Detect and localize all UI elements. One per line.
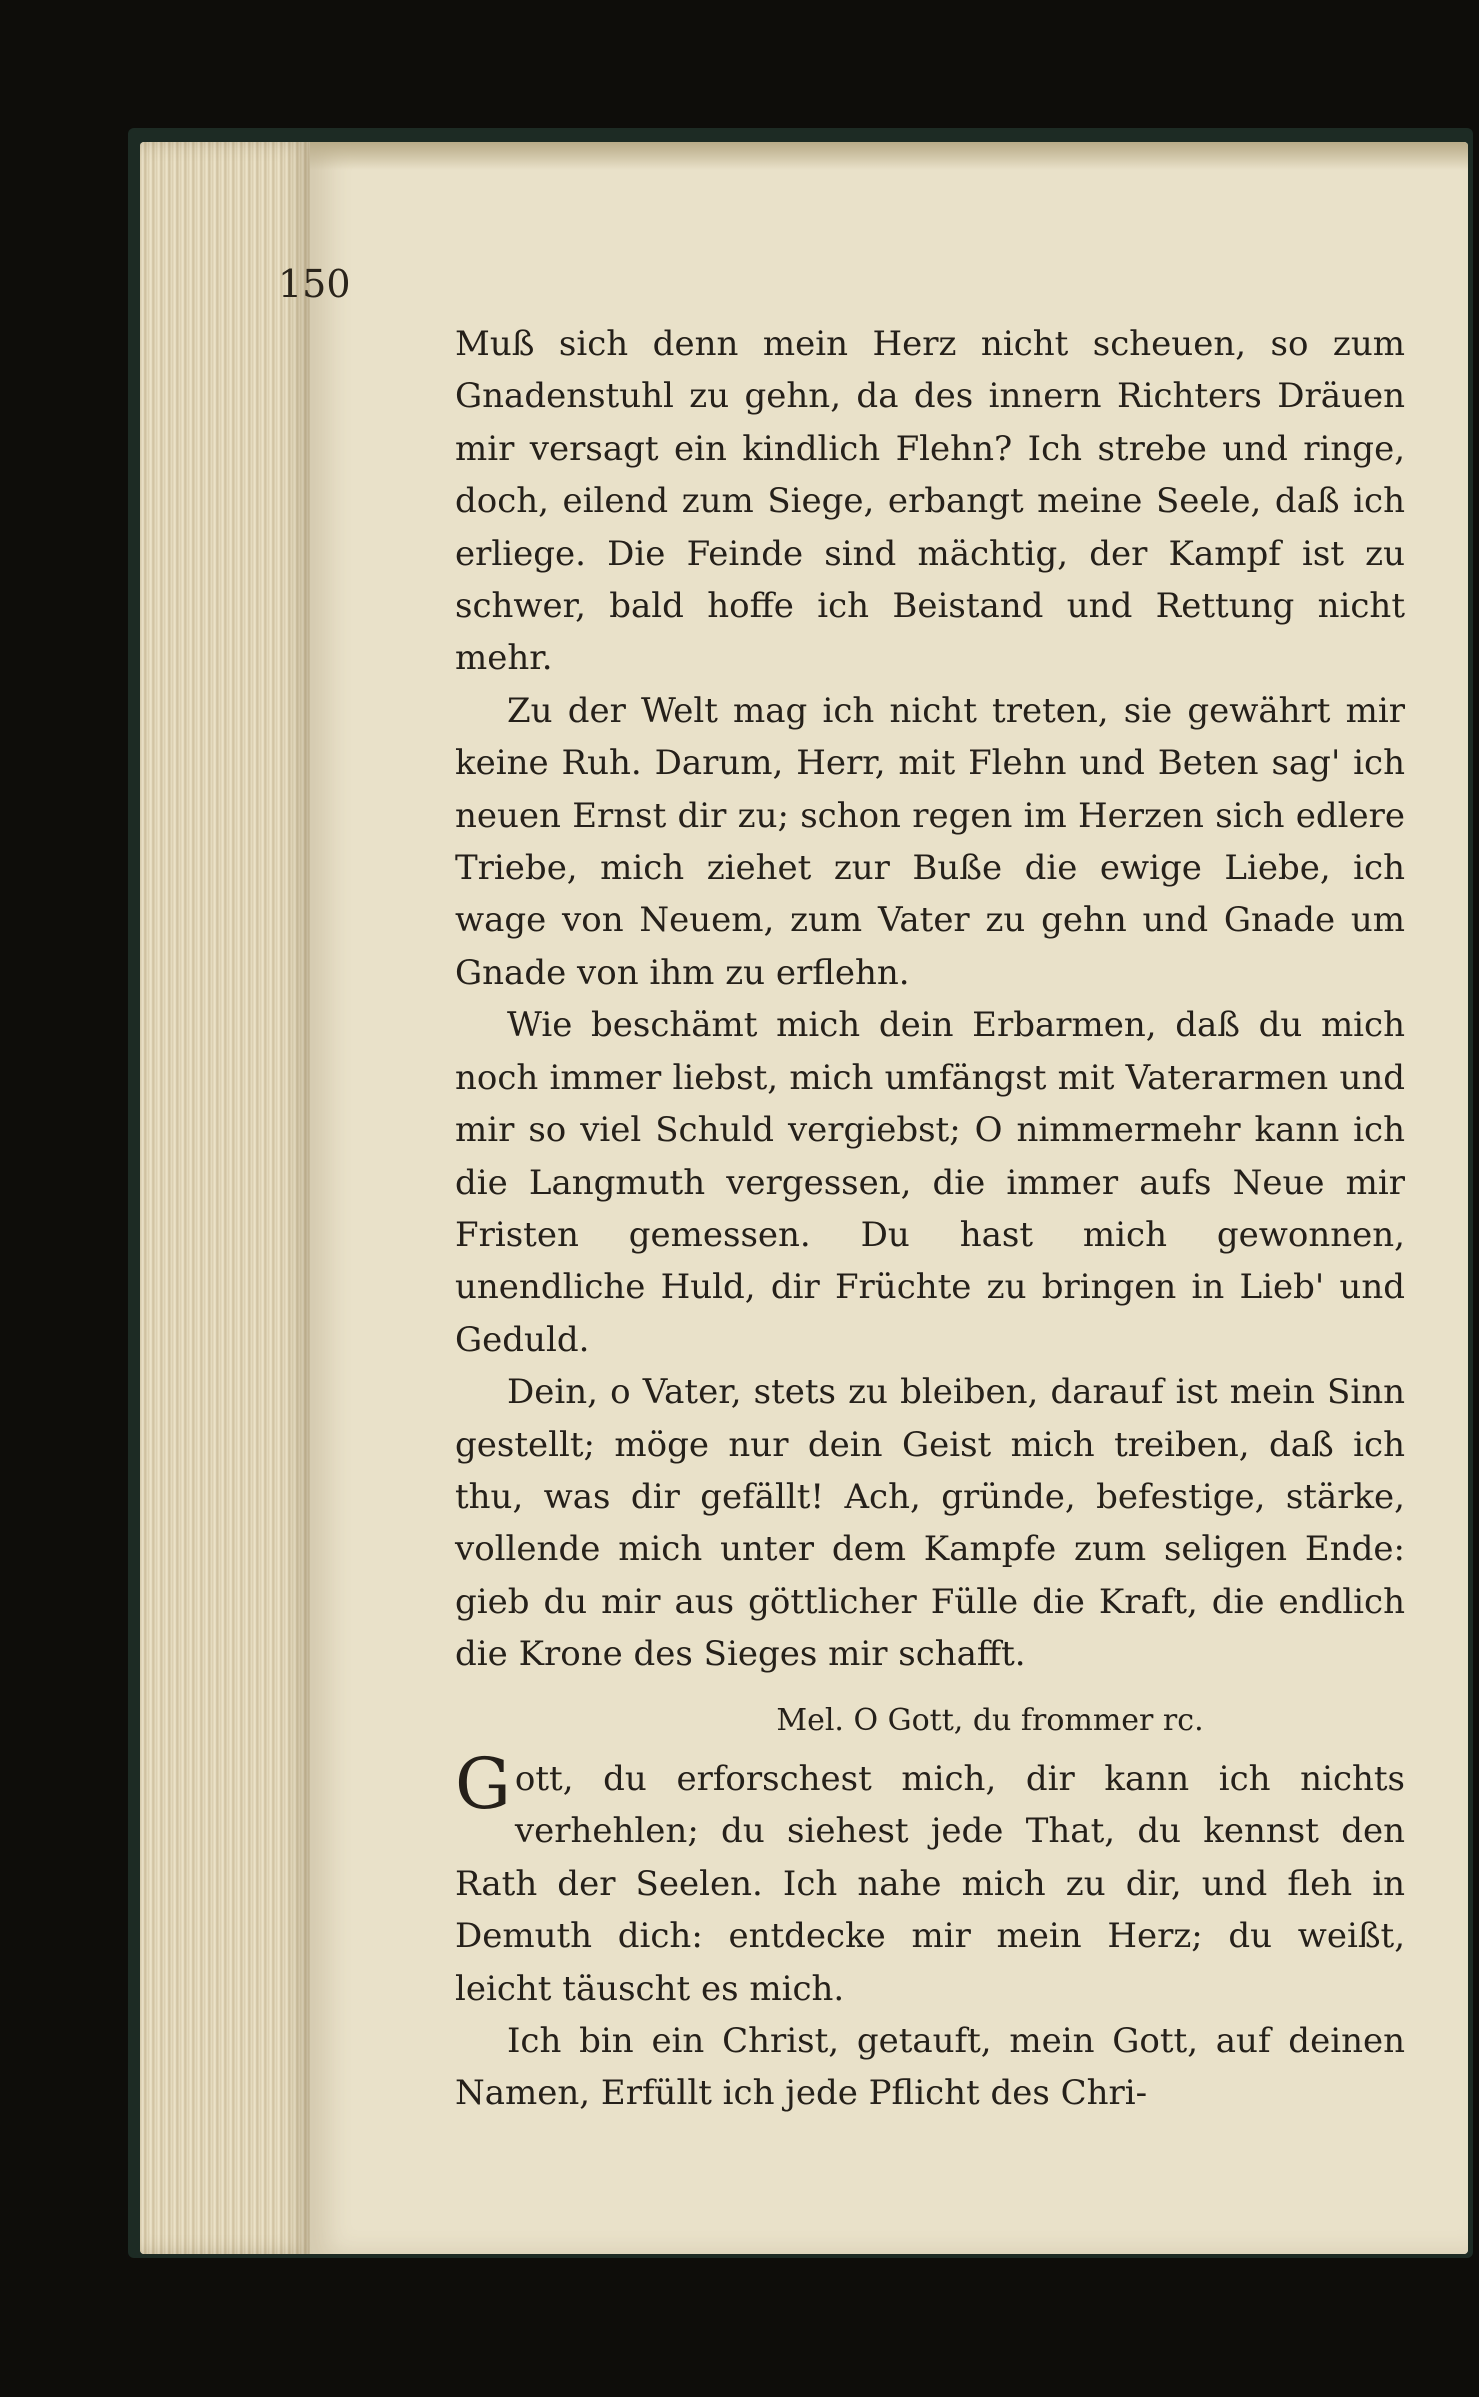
drop-cap: G [455, 1742, 511, 1825]
melody-line: Mel. O Gott, du frommer rc. [776, 1702, 1204, 1738]
stanza-2: Zu der Welt mag ich nicht treten, sie gewährt mir keine Ruh. Darum, Herr, mit Flehn und Beten sag' ich neuen Ernst dir zu; schon regen im Herzen sich edlere Triebe, mich ziehet zur Buße die ewige Liebe, ich wage von Neuem, zum Vater zu gehn und Gnade um Gnade von ihm zu erflehn. [455, 690, 1405, 993]
page-text [455, 318, 1405, 2120]
hymn-stanza-1-text: ott, du erforschest mich, dir kann ich nichts verhehlen; du siehest jede That, du kennst den Rath der Seelen. Ich nahe mich zu dir, und fleh in Demuth dich: entdecke mir mein Herz; du weißt, leicht täuscht es mich. [455, 1758, 1405, 2009]
hymn-stanza-1 [455, 1742, 1405, 2015]
page-number: 150 [278, 262, 351, 306]
hymn-stanza-2: Ich bin ein Christ, getauft, mein Gott, auf deinen Namen, Erfüllt ich jede Pflicht des Chri- [455, 2021, 1405, 2114]
stanza-3: Wie beschämt mich dein Erbarmen, daß du mich noch immer liebst, mich umfängst mit Vaterarmen und mir so viel Schuld vergiebst; O nimmermehr kann ich die Langmuth vergessen, die immer aufs Neue mir Fristen gemessen. Du hast mich gewonnen, unendliche Huld, dir Früchte zu bringen in Lieb' und Geduld. [455, 1005, 1405, 1360]
page-edges [140, 142, 310, 2254]
stanza-4: Dein, o Vater, stets zu bleiben, darauf ist mein Sinn gestellt; möge nur dein Geist mich treiben, daß ich thu, was dir gefällt! Ach, gründe, befestige, stärke, vollende mich unter dem Kampfe zum seligen Ende: gieb du mir aus göttlicher Fülle die Kraft, die endlich die Krone des Sieges mir schafft. [455, 1372, 1405, 1675]
page-stain [310, 142, 1468, 170]
stanza-1: Muß sich denn mein Herz nicht scheuen, so zum Gnadenstuhl zu gehn, da des innern Richters Dräuen mir versagt ein kindlich Flehn? Ich strebe und ringe, doch, eilend zum Siege, erbangt meine Seele, daß ich erliege. Die Feinde sind mächtig, der Kampf ist zu schwer, bald hoffe ich Beistand und Rettung nicht mehr. [455, 324, 1405, 679]
